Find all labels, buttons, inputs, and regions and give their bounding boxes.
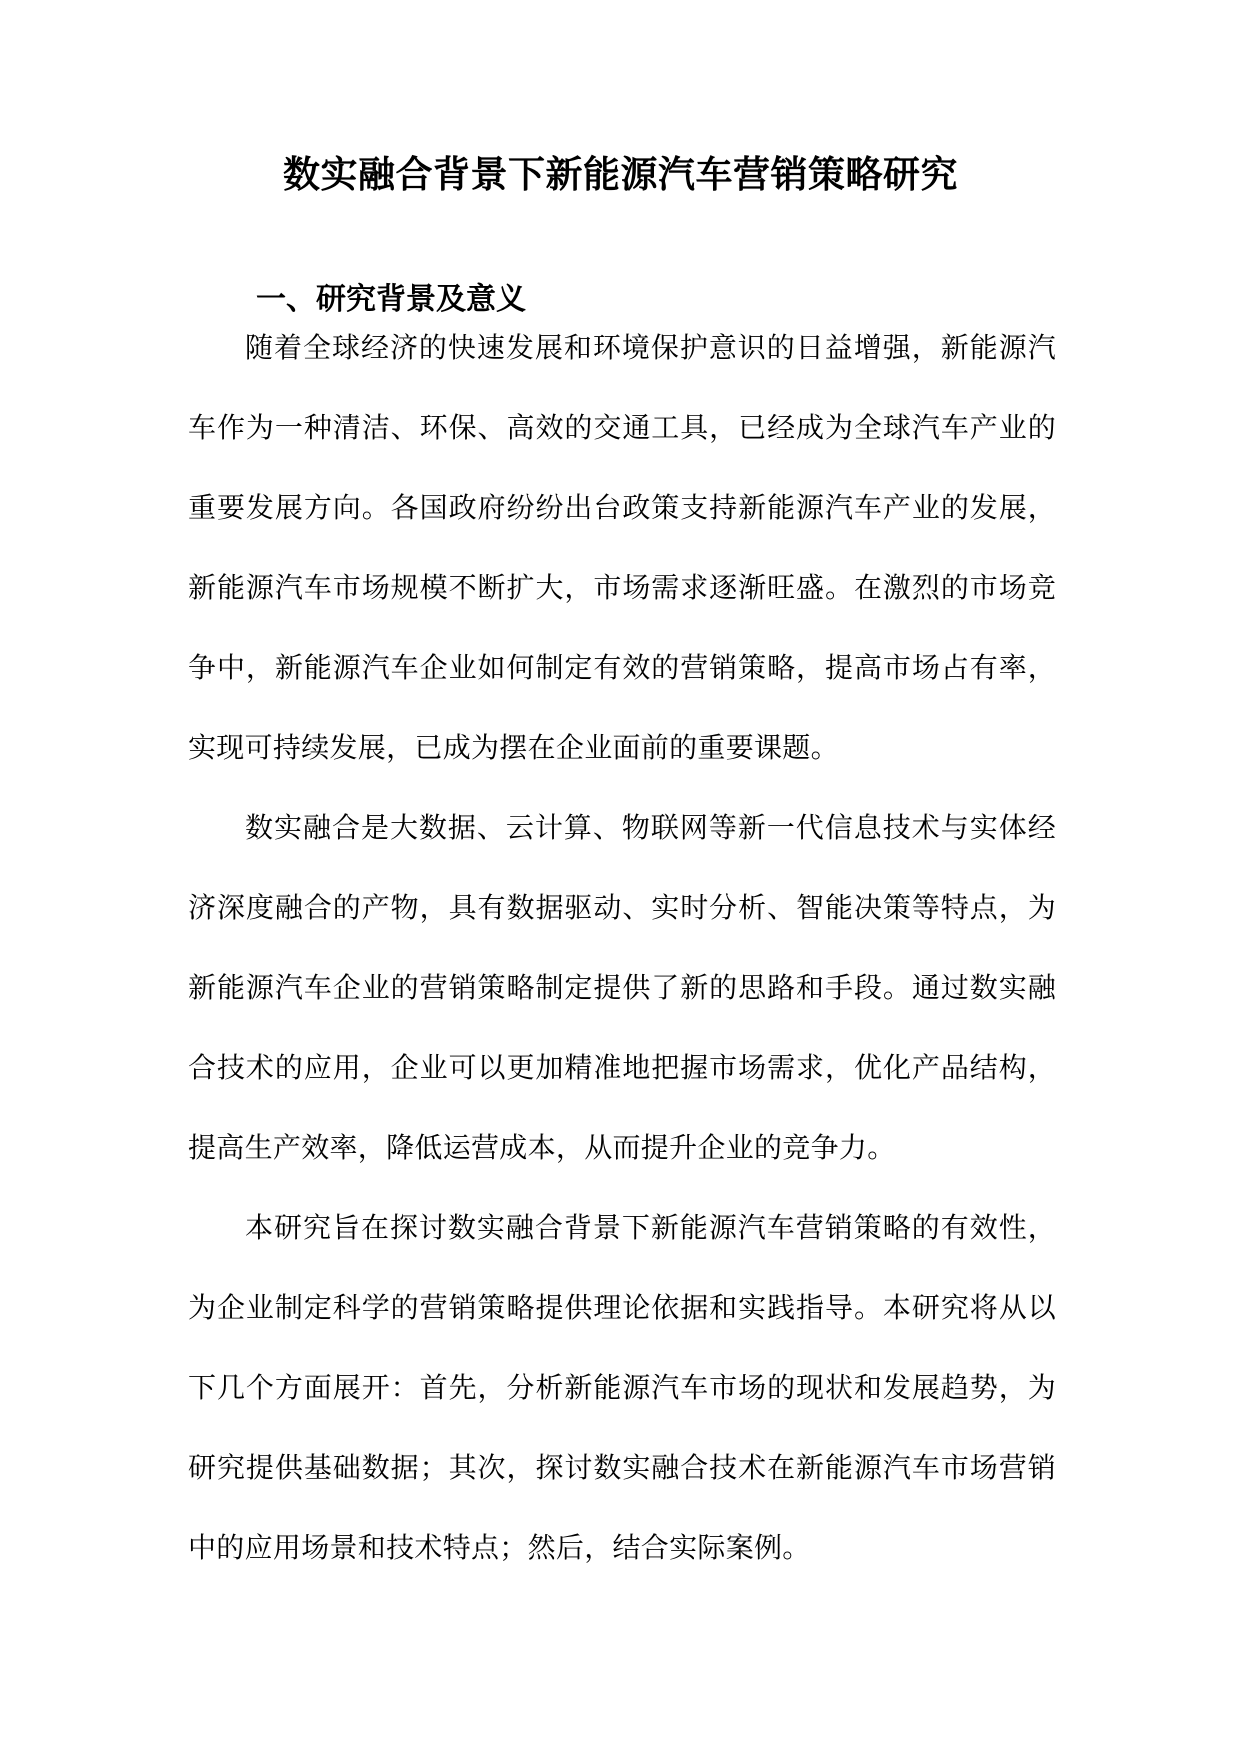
section-heading: 一、研究背景及意义 (256, 282, 526, 317)
body-text (188, 308, 1056, 1588)
paragraph-3: 本研究旨在探讨数实融合背景下新能源汽车营销策略的有效性，为企业制定科学的营销策略提供理论依据和实践指导。本研究将从以下几个方面展开：首先，分析新能源汽车市场的现状和发展趋势，为研究提供基础数据；其次，探讨数实融合技术在新能源汽车市场营销中的应用场景和技术特点；然后，结合实际案例。 (188, 1211, 1056, 1564)
paragraph-1: 随着全球经济的快速发展和环境保护意识的日益增强，新能源汽车作为一种清洁、环保、高效的交通工具，已经成为全球汽车产业的重要发展方向。各国政府纷纷出台政策支持新能源汽车产业的发展，新能源汽车市场规模不断扩大，市场需求逐渐旺盛。在激烈的市场竞争中，新能源汽车企业如何制定有效的营销策略，提高市场占有率，实现可持续发展，已成为摆在企业面前的重要课题。 (188, 331, 1056, 764)
paragraph-2: 数实融合是大数据、云计算、物联网等新一代信息技术与实体经济深度融合的产物，具有数据驱动、实时分析、智能决策等特点，为新能源汽车企业的营销策略制定提供了新的思路和手段。通过数实融合技术的应用，企业可以更加精准地把握市场需求，优化产品结构，提高生产效率，降低运营成本，从而提升企业的竞争力。 (188, 811, 1056, 1164)
document-title: 数实融合背景下新能源汽车营销策略研究 (283, 153, 958, 196)
